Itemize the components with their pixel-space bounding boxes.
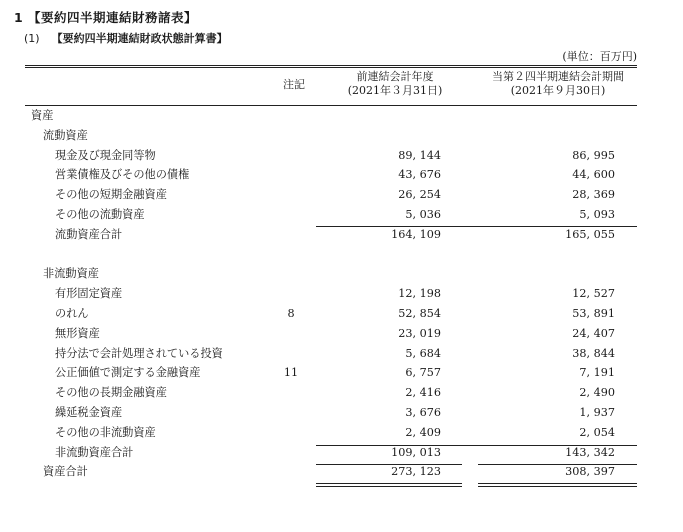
row-label: 無形資産 — [55, 326, 100, 340]
row-value-previous: 3, 676 — [405, 406, 441, 419]
row-value-current: 5, 093 — [579, 208, 615, 221]
table-row — [25, 344, 637, 364]
row-value-current: 86, 995 — [572, 148, 615, 162]
column-header-previous-line1: 前連結会計年度 — [356, 70, 434, 83]
row-value-current: 1, 937 — [579, 406, 615, 419]
column-header-current-line1: 当第２四半期連結会計期間 — [492, 70, 624, 83]
total-assets-rule-curr-top — [478, 464, 637, 465]
column-header-previous — [330, 70, 460, 98]
total-assets-double-rule-prev-1 — [316, 483, 462, 484]
row-value-previous: 2, 409 — [405, 425, 441, 439]
row-label: その他の長期金融資産 — [55, 386, 167, 400]
row-label: 非流動資産合計 — [55, 445, 134, 459]
row-value-current: 2, 054 — [579, 425, 615, 439]
row-label: 資産 — [31, 109, 54, 122]
total-assets-double-rule-curr-2 — [478, 486, 637, 487]
subsection-number: (1) — [24, 32, 40, 45]
row-value-previous: 23, 019 — [398, 326, 441, 340]
row-value-current: 44, 600 — [572, 168, 615, 182]
subsection-title: 【要約四半期連結財政状態計算書】 — [51, 32, 228, 45]
row-value-current: 53, 891 — [572, 307, 615, 320]
table-row — [25, 403, 637, 423]
table-row — [25, 225, 637, 245]
column-header-note — [272, 78, 316, 92]
row-value-current: 12, 527 — [572, 287, 615, 301]
row-value-previous: 5, 684 — [405, 346, 441, 360]
table-row — [25, 324, 637, 344]
row-label: 流動資産 — [43, 128, 88, 142]
column-header-current — [478, 70, 638, 98]
table-row — [25, 126, 637, 146]
table-row — [25, 284, 637, 304]
row-label: その他の短期金融資産 — [55, 188, 167, 202]
row-value-previous: 12, 198 — [398, 287, 441, 301]
row-label: 公正価値で測定する金融資産 — [55, 366, 201, 380]
column-header-current-line2: (2021年９月30日) — [510, 84, 606, 97]
table-top-rule — [25, 65, 637, 66]
row-label: 持分法で会計処理されている投資 — [55, 346, 223, 360]
row-value-current: 28, 369 — [572, 188, 615, 202]
total-assets-double-rule-curr-1 — [478, 483, 637, 484]
total-assets-double-rule-prev-2 — [316, 486, 462, 487]
row-value-previous: 52, 854 — [398, 307, 441, 320]
row-value-previous: 109, 013 — [391, 445, 441, 459]
row-value-previous: 26, 254 — [398, 188, 441, 202]
subsection-heading — [24, 30, 228, 46]
table-row — [25, 245, 637, 265]
row-label: 繰延税金資産 — [55, 406, 123, 419]
section-heading: 1 【要約四半期連結財務諸表】 — [14, 10, 198, 25]
row-value-previous: 6, 757 — [405, 366, 441, 380]
row-value-current: 143, 342 — [565, 445, 615, 459]
row-label: 営業債権及びその他の債権 — [55, 168, 190, 182]
table-row — [25, 462, 637, 482]
unit-label: (単位：百万円) — [562, 50, 637, 63]
table-top-rule-2 — [25, 67, 637, 68]
current-assets-subtotal-rule — [316, 226, 637, 227]
table-row — [25, 106, 637, 126]
row-note: 8 — [287, 307, 295, 320]
row-label: 有形固定資産 — [55, 287, 123, 301]
table-row — [25, 185, 637, 205]
noncurrent-assets-subtotal-rule — [316, 445, 637, 446]
row-value-previous: 2, 416 — [405, 386, 441, 400]
row-label: のれん — [55, 307, 89, 320]
row-value-previous: 89, 144 — [398, 148, 441, 162]
row-value-current: 7, 191 — [579, 366, 615, 380]
row-value-current: 165, 055 — [565, 227, 615, 241]
row-label: 流動資産合計 — [55, 227, 123, 241]
table-row — [25, 363, 637, 383]
row-note: 11 — [283, 366, 299, 380]
row-value-current: 2, 490 — [579, 386, 615, 400]
row-value-current: 38, 844 — [572, 346, 615, 360]
table-row — [25, 264, 637, 284]
row-value-previous: 5, 036 — [405, 208, 441, 221]
row-label: 資産合計 — [43, 465, 88, 479]
row-value-previous: 164, 109 — [391, 227, 441, 241]
table-row — [25, 205, 637, 225]
column-header-note-text: 注記 — [283, 78, 305, 91]
row-value-previous: 273, 123 — [391, 465, 441, 479]
table-row — [25, 165, 637, 185]
column-header-previous-line2: (2021年３月31日) — [347, 84, 443, 97]
row-value-previous: 43, 676 — [398, 168, 441, 182]
total-assets-rule-prev-top — [316, 464, 462, 465]
table-row — [25, 423, 637, 443]
table-row — [25, 304, 637, 324]
table-row — [25, 383, 637, 403]
row-value-current: 308, 397 — [565, 465, 615, 479]
row-label: その他の非流動資産 — [55, 425, 156, 439]
row-label: 現金及び現金同等物 — [55, 148, 156, 162]
row-value-current: 24, 407 — [572, 326, 615, 340]
row-label: 非流動資産 — [43, 267, 99, 281]
table-row — [25, 146, 637, 166]
row-label: その他の流動資産 — [55, 208, 145, 221]
